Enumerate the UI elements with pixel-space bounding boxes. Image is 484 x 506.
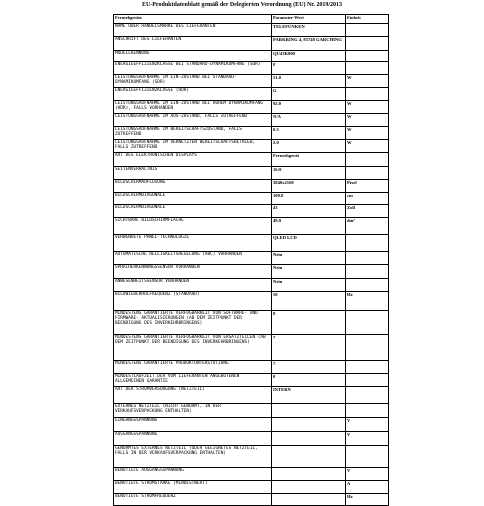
row-unit: W [346, 140, 389, 153]
row-value [272, 481, 346, 494]
row-value: INTERN [272, 387, 346, 404]
row-label: ART DES ELEKTRONISCHEN DISPLAYS [114, 153, 272, 167]
row-value: 8 [272, 311, 346, 335]
row-value [272, 432, 346, 446]
row-label: MINDESTENS GARANTIERTE VERFÜGBARKEIT VON ERSATZTEILEN (AB DEM ZEITPUNKT DER BEENDIGUNG DES INVERKEHRBRINGENS) [114, 335, 272, 361]
row-label: BILDSCHIRMDIAGONALE [114, 205, 272, 218]
row-unit [346, 167, 389, 180]
row-label: GENORMTES EXTERNES NETZTEIL (ODER GEEIGNETES NETZTEIL, FALLS IN DER VERKAUFSVERPACKUNG ENTHALTEN) [114, 446, 272, 468]
table-row [114, 205, 389, 218]
row-label: BILDSCHIRMAUFLÖSUNG [114, 180, 272, 193]
row-label: AUTOMATISCHE HELLIGKEITSREGELUNG (ABC) VORHANDEN [114, 252, 272, 265]
row-label: MODELLKENNUNG [114, 51, 272, 62]
row-label: ANSCHRIFT DES LIEFERANTEN [114, 37, 272, 51]
row-value: Fernsehgerät [272, 153, 346, 167]
table-row [114, 218, 389, 235]
row-value: Nein [272, 279, 346, 292]
row-unit: V [346, 418, 389, 432]
row-value [272, 404, 346, 418]
row-unit [346, 374, 389, 387]
header-unit: Einheit [346, 15, 389, 24]
row-unit: W [346, 114, 389, 127]
row-value: Nein [272, 252, 346, 265]
row-value: TELEFUNKEN [272, 24, 346, 37]
table-row [114, 361, 389, 374]
table-row [114, 292, 389, 311]
table-row [114, 387, 389, 404]
table-row [114, 494, 389, 506]
row-value: G [272, 88, 346, 101]
table-row [114, 252, 389, 265]
row-value: 3840x2160 [272, 180, 346, 193]
row-unit [346, 387, 389, 404]
row-value: PARKRING 4, 85748 GARCHING [272, 37, 346, 51]
product-data-table [113, 14, 389, 506]
table-row [114, 335, 389, 361]
table-row [114, 418, 389, 432]
row-label: LEISTUNGSAUFNAHME IM EIN-ZUSTAND BEI STANDARD- DYNAMIKUMFANG (SDR) [114, 75, 272, 88]
row-label: NAME ODER HANDELSMARKE DES LIEFERANTEN [114, 24, 272, 37]
table-row [114, 37, 389, 51]
table-row [114, 24, 389, 37]
row-label: MINDESTLAUFZEIT DER VOM LIEFERANTEN ANGEBOTENEN ALLGEMEINEN GARANTIE [114, 374, 272, 387]
row-unit: Zoll [346, 205, 389, 218]
row-label: BENÖTIGTE STROMFREQUENZ [114, 494, 272, 506]
row-value: 49.9 [272, 218, 346, 235]
row-unit [346, 37, 389, 51]
table-row [114, 468, 389, 481]
row-label: BENÖTIGTE STROMSTÄRKE (MINDESTWERT) [114, 481, 272, 494]
row-unit: dm² [346, 218, 389, 235]
row-value [272, 418, 346, 432]
table-header-row [114, 15, 389, 24]
row-value: QLED LCD [272, 235, 346, 252]
row-unit: W [346, 75, 389, 88]
row-label: ENERGIEEFFIZIENZKLASSE (HDR) [114, 88, 272, 101]
row-unit: W [346, 101, 389, 114]
row-label: MINDESTENS GARANTIERTE VERFÜGBARKEIT VON SOFTWARE- UND FIRMWARE- AKTUALISIERUNGEN (AB DEM ZEITPUNKT DER BEENDIGUNG DES INVERKEHRBRINGENS) [114, 311, 272, 335]
row-unit [346, 361, 389, 374]
table-row [114, 446, 389, 468]
row-value: 2.0 [272, 140, 346, 153]
row-label: VERWENDETE PANEL-TECHNOLOGIE [114, 235, 272, 252]
row-label: MINDESTENS GARANTIERTE PRODUKTUNTERSTÜTZUNG [114, 361, 272, 374]
row-value: 0 [272, 374, 346, 387]
row-unit: V [346, 468, 389, 481]
row-unit [346, 404, 389, 418]
table-row [114, 193, 389, 205]
table-row [114, 432, 389, 446]
row-value: 0.5 [272, 127, 346, 140]
row-label: EINGANGSSPANNUNG [114, 418, 272, 432]
row-unit [346, 311, 389, 335]
row-value: N/A [272, 114, 346, 127]
row-value: 7 [272, 361, 346, 374]
table-row [114, 114, 389, 127]
row-value [272, 468, 346, 481]
row-unit [346, 153, 389, 167]
row-value: 43 [272, 205, 346, 218]
table-row [114, 167, 389, 180]
row-value: 7 [272, 335, 346, 361]
row-unit [346, 88, 389, 101]
table-row [114, 101, 389, 114]
table-row [114, 180, 389, 193]
row-unit: cm [346, 193, 389, 205]
table-row [114, 404, 389, 418]
table-row [114, 374, 389, 387]
row-value: F [272, 62, 346, 75]
row-unit [346, 446, 389, 468]
table-row [114, 265, 389, 279]
row-unit: Hz [346, 292, 389, 311]
row-value: 16:9 [272, 167, 346, 180]
header-value: Parameter-Wert [272, 15, 346, 24]
row-unit: Pixel [346, 180, 389, 193]
table-row [114, 62, 389, 75]
row-unit [346, 335, 389, 361]
row-unit [346, 62, 389, 75]
row-value: Nein [272, 265, 346, 279]
table-row [114, 140, 389, 153]
row-value [272, 446, 346, 468]
row-label: BENÖTIGTE AUSGANGSSPANNUNG [114, 468, 272, 481]
table-row [114, 88, 389, 101]
header-feature: Fernsehgeräte [114, 15, 272, 24]
row-value: 92.0 [272, 101, 346, 114]
row-label: LEISTUNGSAUFNAHME IM AUS-ZUSTAND, FALLS ZUTREFFEND [114, 114, 272, 127]
row-unit [346, 252, 389, 265]
table-row [114, 127, 389, 140]
row-value: 51.0 [272, 75, 346, 88]
row-value: QU43K800 [272, 51, 346, 62]
row-label: SPRACHERKENNUNGSSENSOR VORHANDEN [114, 265, 272, 279]
row-label: SICHTBARE BILDSCHIRMFLÄCHE [114, 218, 272, 235]
row-unit [346, 265, 389, 279]
row-value: 108.0 [272, 193, 346, 205]
row-value: 50 [272, 292, 346, 311]
row-unit: Hz [346, 494, 389, 506]
row-unit [346, 235, 389, 252]
row-label: SEITENVERHÄLTNIS [114, 167, 272, 180]
row-label: BILDSCHIRMDIAGONALE [114, 193, 272, 205]
row-label: LEISTUNGSAUFNAHME IM VERNETZTEN BEREITSCHAFTSBETRIEB, FALLS ZUTREFFEND [114, 140, 272, 153]
table-row [114, 279, 389, 292]
row-label: LEISTUNGSAUFNAHME IM BEREITSCHAFTSZUSTAND, FALLS ZUTREFFEND [114, 127, 272, 140]
table-row [114, 51, 389, 62]
row-unit [346, 279, 389, 292]
table-row [114, 311, 389, 335]
row-label: LEISTUNGSAUFNAHME IM EIN-ZUSTAND BEI HOHEM DYNAMIKUMFANG (HDR), FALLS VORHANDEN [114, 101, 272, 114]
row-label: ENERGIEEFFIZIENZKLASSE BEI STANDARD-DYNAMIKUMFANG (SDR) [114, 62, 272, 75]
table-row [114, 75, 389, 88]
document-title: EU-Produktdatenblatt gemäß der Delegierten Verordnung (EU) Nr. 2019/2013 [141, 2, 343, 8]
row-unit: W [346, 127, 389, 140]
row-label: EXTERNES NETZTEIL (NICHT GENORMT, IN DER VERKAUFSVERPACKUNG ENTHALTEN) [114, 404, 272, 418]
table-body [114, 24, 389, 506]
row-label: ART DER STROMVERSORGUNG (NETZTEIL) [114, 387, 272, 404]
row-label: ANWESENHEITSSENSOR VORHANDEN [114, 279, 272, 292]
table-row [114, 153, 389, 167]
row-unit [346, 24, 389, 37]
row-unit: V [346, 432, 389, 446]
row-label: AUSGANGSSPANNUNG [114, 432, 272, 446]
row-value [272, 494, 346, 506]
row-unit [346, 51, 389, 62]
row-unit: A [346, 481, 389, 494]
row-label: BILDWIEDERHOLFREQUENZ (STANDARD) [114, 292, 272, 311]
table-row [114, 481, 389, 494]
table-row [114, 235, 389, 252]
